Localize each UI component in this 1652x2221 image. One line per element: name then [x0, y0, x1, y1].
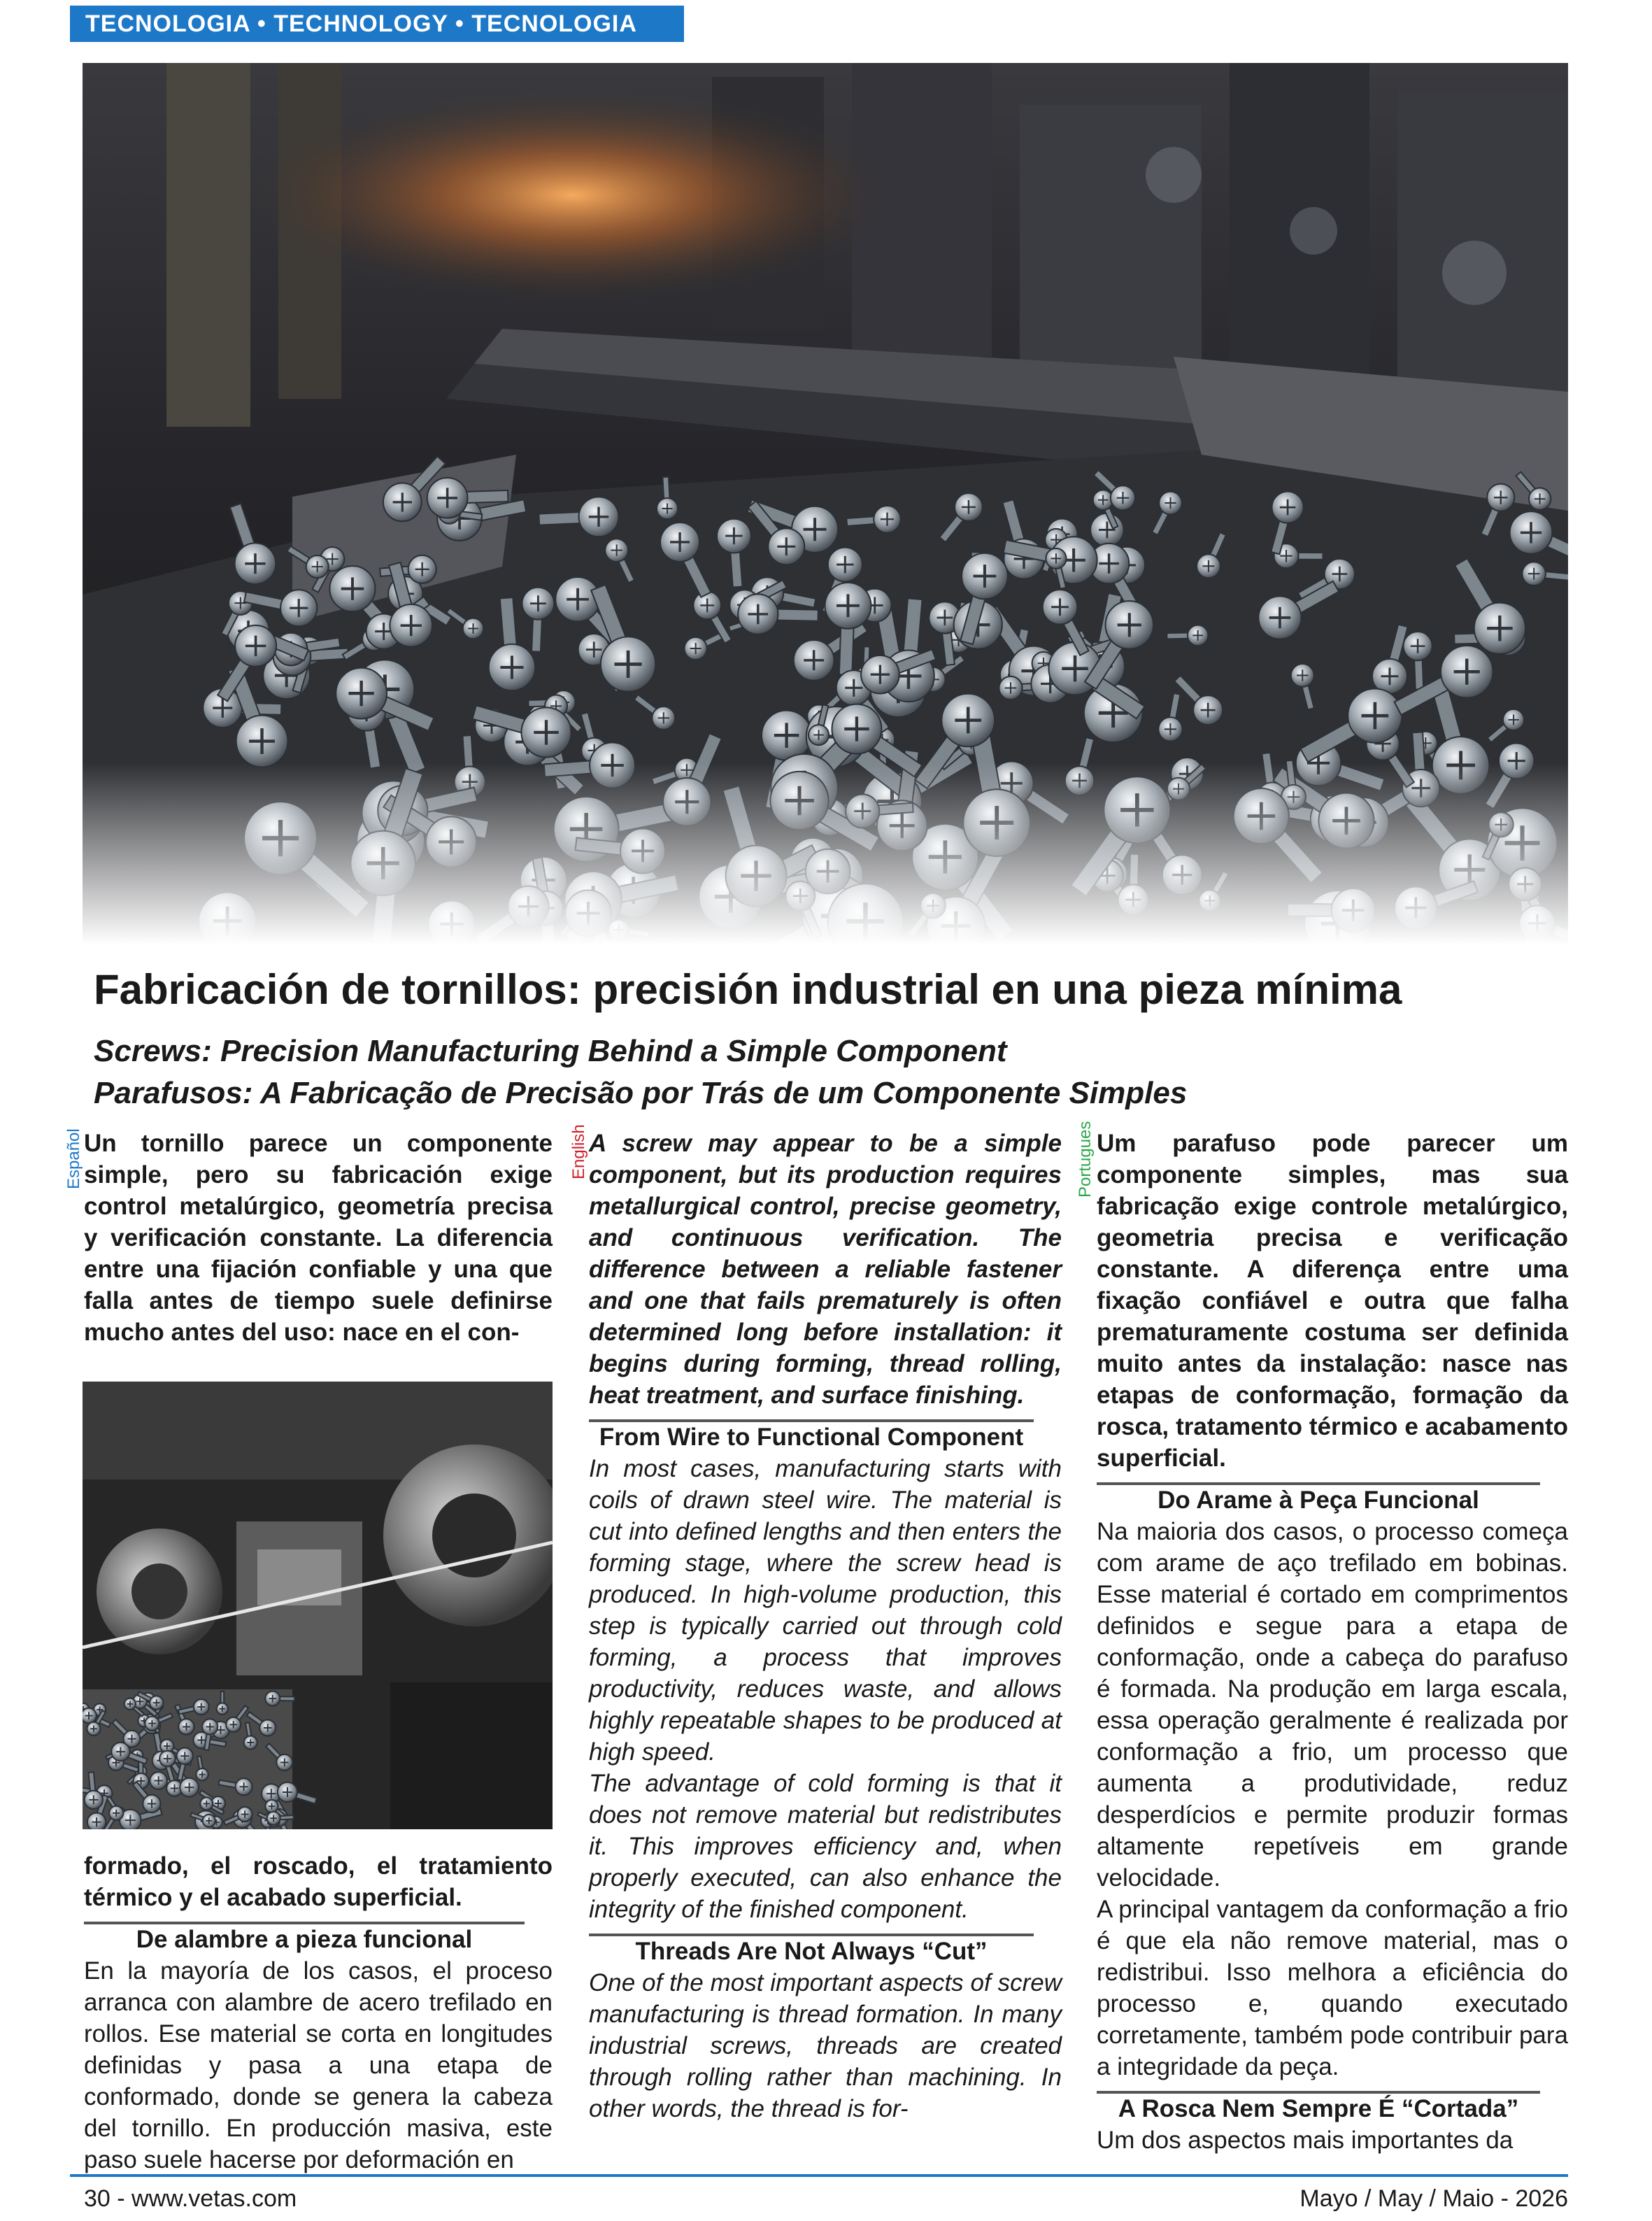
section-heading-en-2: Threads Are Not Always “Cut”: [589, 1933, 1034, 1967]
column-es: [84, 1128, 553, 1348]
paragraph-pt-1: Na maioria dos casos, o processo começa com arame de aço trefilado em bobinas. Esse material é cortado em comprimentos definidos e segue para a etapa de conformação, onde a cabeça do parafuso é formada. Na produção em larga escala, essa operação geralmente é realizada por conformação a frio, um processo que aumenta a produtividade, reduz desperdícios e permite produzir formas altamente repetíveis em grande velocidade.: [1097, 1518, 1568, 1892]
column-en: [589, 1128, 1062, 2124]
column-es-continued: [84, 1850, 553, 2176]
paragraph-en-2: The advantage of cold forming is that it does not remove material but redistributes it. This improves efficiency and, when properly executed, can also enhance the integrity of the finished component.: [589, 1770, 1062, 1923]
paragraph-pt-3: Um dos aspectos mais importantes da: [1097, 2127, 1514, 2154]
footer-divider: [70, 2174, 1568, 2177]
language-label-es: Español: [64, 1128, 83, 1189]
section-heading-pt-1: Do Arame à Peça Funcional: [1097, 1482, 1540, 1516]
hero-photo: [83, 63, 1568, 944]
article-title-en: Screws: Precision Manufacturing Behind a Simple Component: [94, 1034, 1007, 1068]
paragraph-en-3: One of the most important aspects of screw manufacturing is thread formation. In many industrial screws, threads are created through rolling rather than machining. In other words, the thread is for-: [589, 1969, 1062, 2122]
column-pt: [1097, 1128, 1568, 2156]
lead-es: Un tornillo parece un componente simple, pero su fabricación exige control metalúrgico, geometría precisa y verificación constante. La diferencia entre una fijación confiable y una que falla antes de tiempo suele definirse mucho antes del uso: nace en el con-: [84, 1130, 553, 1346]
section-heading-pt-2: A Rosca Nem Sempre É “Cortada”: [1097, 2091, 1540, 2124]
lead-pt: Um parafuso pode parecer um componente simples, mas sua fabricação exige controle metalúrgico, geometria precisa e verificação constante. A diferença entre uma fixação confiável e outra que falha prematuramente costuma ser definida muito antes da instalação: nasce nas etapas de conformação, formação da rosca, tratamento térmico e acabamento superficial.: [1097, 1130, 1568, 1472]
article-title-es: Fabricación de tornillos: precisión industrial en una pieza mínima: [94, 966, 1402, 1013]
footer-page-site: 30 - www.vetas.com: [84, 2185, 297, 2212]
machine-photo: [83, 1382, 553, 1829]
section-heading-es-1: De alambre a pieza funcional: [84, 1922, 525, 1955]
paragraph-en-1: In most cases, manufacturing starts with coils of drawn steel wire. The material is cut into defined lengths and then enters the forming stage, where the screw head is produced. In high-volume production, this step is typically carried out through cold forming, a process that improves productivity, reduces waste, and allows highly repeatable shapes to be produced at high speed.: [589, 1455, 1062, 1766]
lead-es-continued: formado, el roscado, el tratamiento térmico y el acabado superficial.: [84, 1852, 553, 1911]
article-title-pt: Parafusos: A Fabricação de Precisão por Trás de um Componente Simples: [94, 1076, 1188, 1110]
section-tag: TECNOLOGIA • TECHNOLOGY • TECNOLOGIA: [70, 6, 684, 42]
language-label-pt: Portugues: [1076, 1121, 1095, 1198]
paragraph-es-1: En la mayoría de los casos, el proceso arranca con alambre de acero trefilado en rollos. Ese material se corta en longitudes definidas y pasa a una etapa de conformado, donde se genera la cabeza del tornillo. En producción masiva, este paso suele hacerse por deformación en: [84, 1957, 553, 2173]
paragraph-pt-2: A principal vantagem da conformação a frio é que ela não remove material, mas o redistribui. Isso melhora a eficiência do processo e, quando executado corretamente, também pode contribuir para a integridade da peça.: [1097, 1896, 1568, 2080]
footer-date: Mayo / May / Maio - 2026: [1299, 2185, 1568, 2212]
language-label-en: English: [569, 1124, 588, 1179]
section-heading-en-1: From Wire to Functional Component: [589, 1419, 1034, 1453]
lead-en: A screw may appear to be a simple component, but its production requires metallurgical control, precise geometry, and continuous verification. The difference between a reliable fastener and one that fails prematurely is often determined long before installation: it begins during forming, thread rolling, heat treatment, and surface finishing.: [589, 1130, 1062, 1409]
